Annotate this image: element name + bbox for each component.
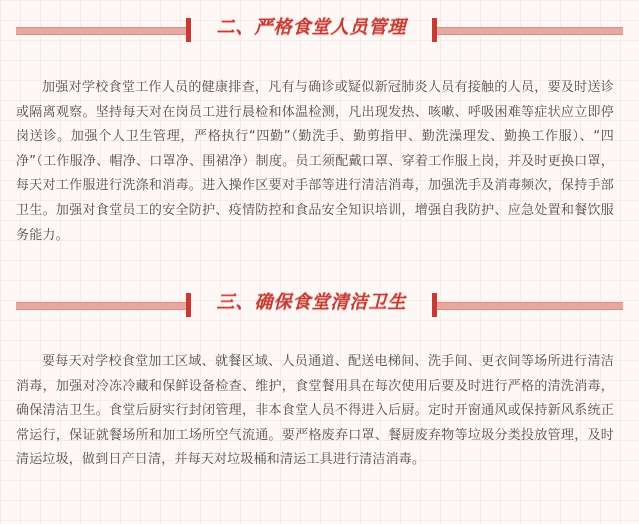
header-divider-left <box>16 27 186 35</box>
header-divider-left <box>16 302 186 310</box>
section-paragraph: 加强对学校食堂工作人员的健康排查，凡有与确诊或疑似新冠肺炎人员有接触的人员，要及时送诊或隔离观察。坚持每天对在岗员工进行晨检和体温检测，凡出现发热、咳嗽、呼吸困难等症状应立即停岗送诊。加强个人卫生管理，严格执行“四勤”（勤洗手、勤剪指甲、勤洗澡理发、勤换工作服）、“四净”（工作服净、帽净、口罩净、围裙净）制度。员工须配戴口罩、穿着工作服上岗，并及时更换口罩，每天对工作服进行洗涤和消毒。进入操作区要对手部等进行清洁消毒，加强洗手及消毒频次，保持手部卫生。加强对食堂员工的安全防护、疫情防控和食品安全知识培训，增强自我防护、应急处置和餐饮服务能力。 <box>16 80 614 243</box>
section-header-personnel <box>16 12 623 44</box>
section-title: 三、确保食堂清洁卫生 <box>216 292 407 313</box>
section-title: 二、严格食堂人员管理 <box>216 17 407 38</box>
section-header-hygiene <box>16 287 623 319</box>
header-accent-left <box>186 293 191 317</box>
header-divider-right <box>437 27 623 35</box>
section-paragraph: 要每天对学校食堂加工区域、就餐区域、人员通道、配送电梯间、洗手间、更衣间等场所进行清洁消毒，加强对冷冻冷藏和保鲜设备检查、维护，食堂餐用具在每次使用后要及时进行严格的清洗消毒，确保清洁卫生。食堂后厨实行封闭管理，非本食堂人员不得进入后厨。定时开窗通风或保持新风系统正常运行，保证就餐场所和加工场所空气流通。要严格废弃口罩、餐厨废弃物等垃圾分类投放管理，及时清运垃圾，做到日产日清，并每天对垃圾桶和清运工具进行清洁消毒。 <box>16 354 614 468</box>
header-divider-right <box>437 302 623 310</box>
header-accent-left <box>186 18 191 42</box>
